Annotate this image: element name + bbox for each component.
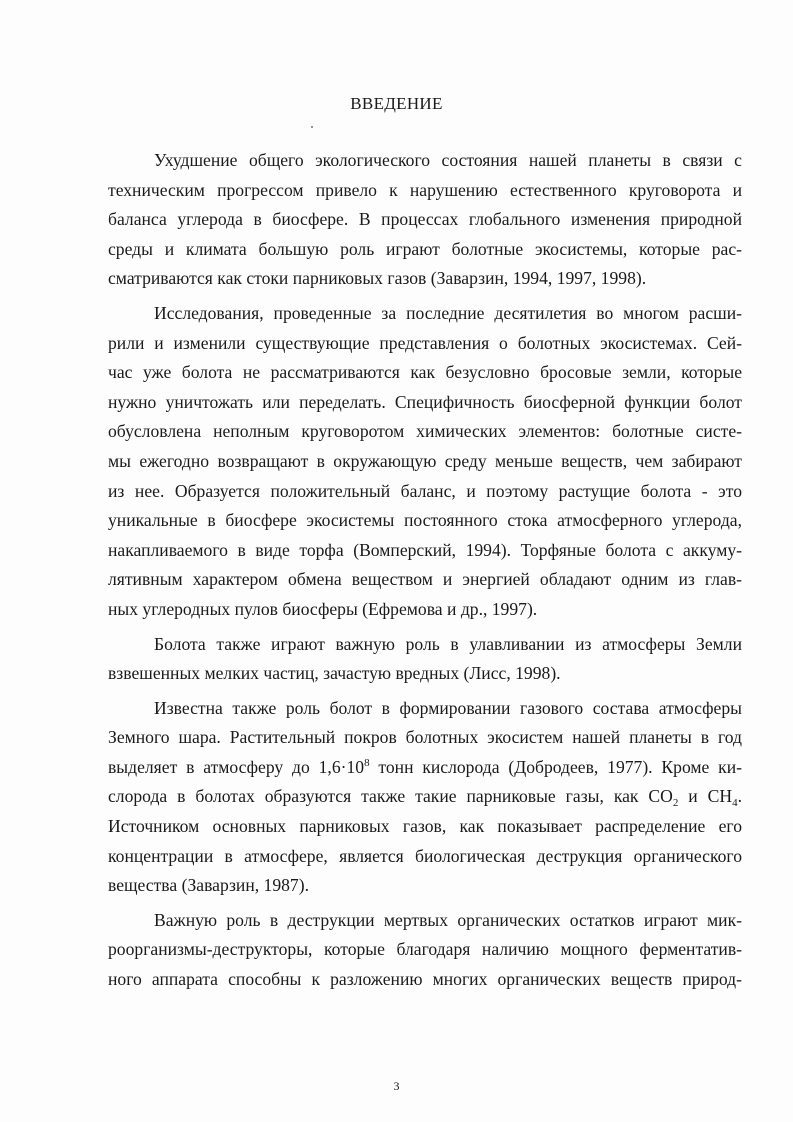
text-line: Земного шара. Растительный покров болотных экосистем нашей планеты в год	[108, 727, 742, 748]
text-line: лятивным характером обмена веществом и энергией обладают одним из глав-	[108, 569, 742, 590]
paragraph-4	[108, 694, 742, 901]
paragraph-3	[108, 630, 742, 689]
text-line: среды и климата большую роль играют болотные экосистемы, которые рас-	[108, 238, 742, 259]
text-line: техническим прогрессом привело к нарушению естественного круговорота и	[108, 179, 742, 200]
text-line: баланса углерода в биосфере. В процессах глобального изменения природной	[108, 209, 742, 230]
text-fragment: выделяет в атмосферу до 1,6·10	[108, 756, 365, 777]
subscript: 4	[732, 797, 738, 810]
text-line: ного аппарата способны к разложению многих органических веществ природ-	[108, 969, 742, 990]
text-line: Ухудшение общего экологического состояния нашей планеты в связи с	[154, 150, 742, 170]
paragraph-5	[108, 906, 742, 995]
text-line: ных углеродных пулов биосферы (Ефремова и др., 1997).	[108, 598, 538, 619]
text-fragment: слорода в болотах образуются также такие парниковые газы, как CO	[108, 786, 673, 807]
text-line: час уже болота не рассматриваются как безусловно бросовые земли, которые	[108, 362, 742, 383]
text-line-oxygen	[108, 753, 742, 783]
text-line: Известна также роль болот в формировании газового состава атмосферы	[154, 697, 742, 718]
text-line: концентрации в атмосфере, является биологическая деструкция органического	[108, 845, 742, 866]
text-line: взвешенных мелких частиц, зачастую вредных (Лисс, 1998).	[108, 663, 561, 684]
paragraph-2	[108, 299, 742, 625]
text-line: рили и изменили существующие представления о болотных экосистемах. Сей-	[108, 332, 742, 353]
text-fragment: .	[737, 786, 742, 807]
text-line: мы ежегодно возвращают в окружающую среду меньше веществ, чем забирают	[108, 450, 742, 471]
text-line: роорганизмы-деструкторы, которые благодаря наличию мощного ферментатив-	[108, 939, 742, 960]
paragraph-1	[108, 146, 742, 294]
text-line: Болота также играют важную роль в улавливании из атмосферы Земли	[154, 633, 742, 654]
page-title: ВВЕДЕНИЕ	[350, 94, 443, 113]
text-line: обусловлена неполным круговоротом химических элементов: болотные систе-	[108, 421, 742, 442]
text-line: накапливаемого в виде торфа (Вомперский, 1994). Торфяные болота с аккуму-	[108, 539, 742, 560]
text-line: вещества (Заварзин, 1987).	[108, 875, 309, 896]
text-fragment: и CH	[678, 786, 733, 807]
text-fragment: тонн кислорода (Добродеев, 1977). Кроме ки-	[369, 756, 742, 777]
subscript: 2	[672, 797, 679, 810]
text-line: сматриваются как стоки парниковых газов (Заварзин, 1994, 1997, 1998).	[108, 268, 647, 289]
exponent: 8	[364, 756, 370, 769]
text-line: из нее. Образуется положительный баланс, и поэтому растущие болота - это	[108, 480, 742, 501]
text-line: Важную роль в деструкции мертвых органических остатков играют мик-	[154, 909, 742, 930]
scan-speck	[311, 126, 313, 128]
page-number: 3	[393, 1079, 400, 1093]
text-line: нужно уничтожать или переделать. Специфичность биосферной функции болот	[108, 391, 742, 412]
text-line: уникальные в биосфере экосистемы постоянного стока атмосферного углерода,	[108, 510, 742, 531]
text-line: Источником основных парниковых газов, как показывает распределение его	[108, 816, 742, 837]
document-body	[108, 146, 742, 995]
text-line: Исследования, проведенные за последние десятилетия во многом расши-	[154, 302, 742, 323]
text-line-gases	[108, 782, 742, 812]
